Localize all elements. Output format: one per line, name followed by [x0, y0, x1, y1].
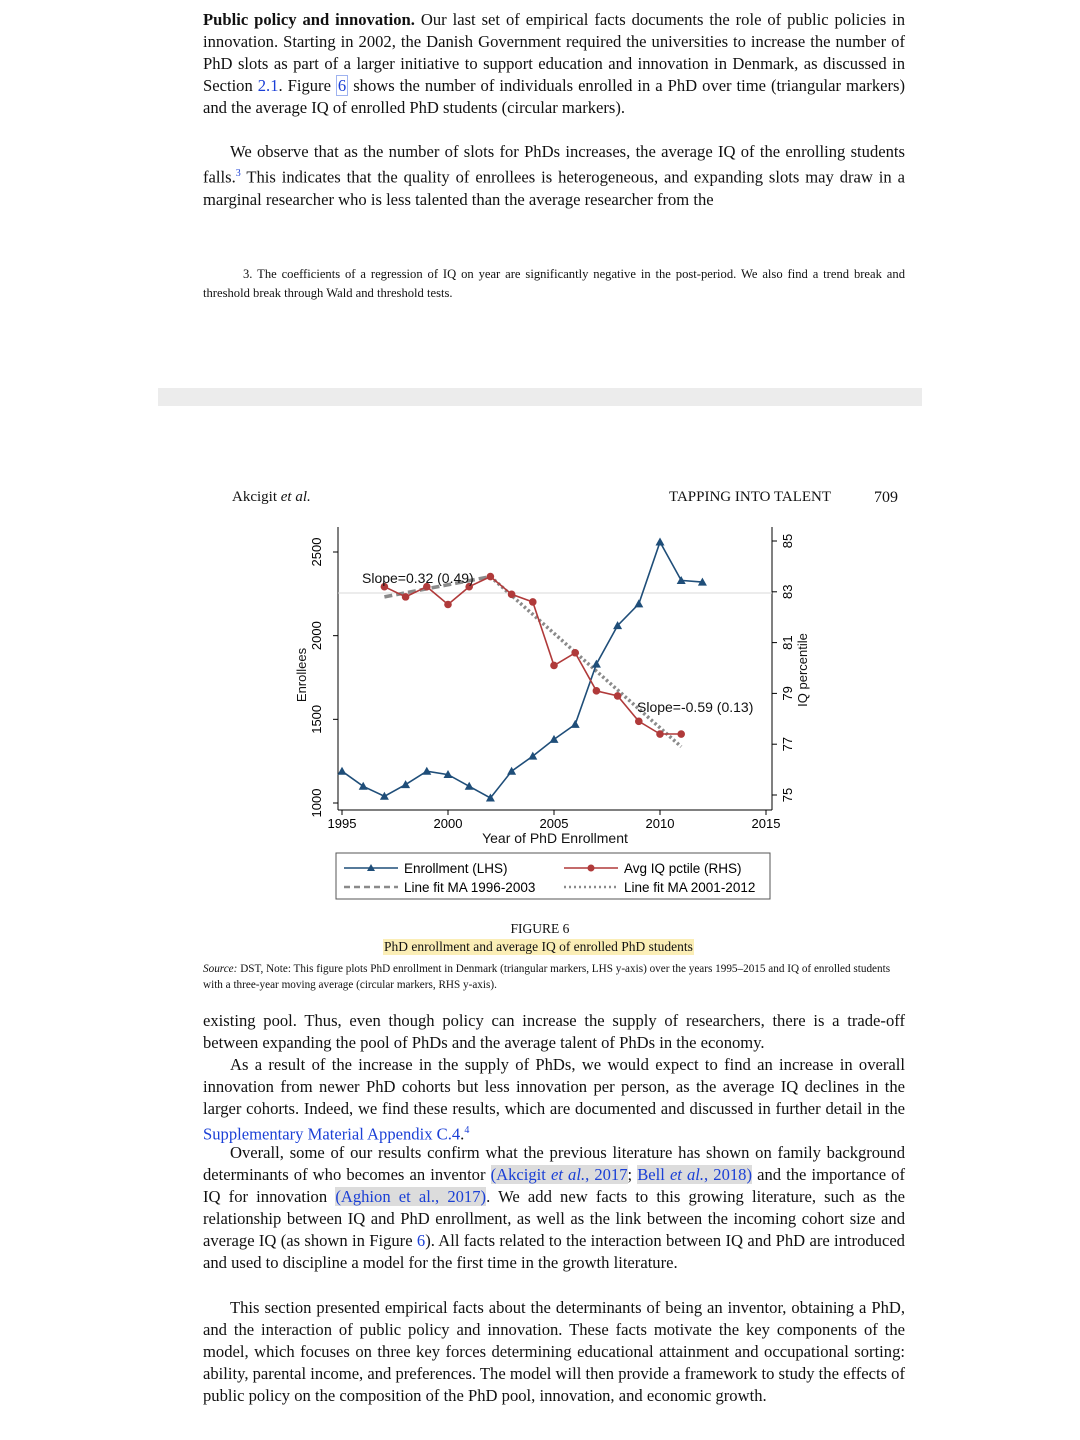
paragraph-text: existing pool. Thus, even though policy can increase the supply of researchers, there is a trade-off between expanding the pool of PhDs and the average talent of PhDs in the economy. [203, 1011, 905, 1052]
paragraph-summary [203, 1297, 905, 1407]
iq-point [402, 593, 410, 601]
legend-enrollment-label: Enrollment (LHS) [404, 861, 508, 876]
x-axis-title: Year of PhD Enrollment [482, 830, 628, 846]
iq-point [487, 573, 495, 581]
footnote-text: The coefficients of a regression of IQ on year are significantly negative in the post-period. We also find a trend break and threshold break through Wald and threshold tests. [203, 267, 905, 300]
x-tick-label: 2010 [645, 816, 675, 831]
left-y-tick-label: 2500 [309, 537, 324, 567]
fit-line-3 [490, 577, 681, 747]
iq-point [508, 591, 516, 599]
paragraph-text: We observe that as the number of slots for PhDs increases, the average IQ of the enrolling students falls. [203, 142, 905, 187]
iq-point [550, 662, 558, 670]
paragraph-heading: Public policy and innovation. [203, 10, 415, 29]
right-y-tick-label: 83 [780, 584, 795, 600]
iq-point [677, 730, 685, 738]
x-tick-label: 2005 [539, 816, 569, 831]
enrollment-point [359, 782, 368, 790]
left-y-tick-label: 1500 [309, 704, 324, 734]
citation-separator: ; [627, 1165, 638, 1184]
figure-label: FIGURE 6 [510, 921, 570, 936]
appendix-link[interactable]: Supplementary Material Appendix C.4 [203, 1124, 461, 1144]
paragraph-text: This section presented empirical facts about the determinants of being an inventor, obtaining a PhD, and the interaction of public policy and innovation. These facts motivate the key components of the model, which focuses on three key forces determining educational attainment and occupational sorting: ability, parental income, and preferences. The model will then provide a framework to study the effects of public policy on the composition of the PhD pool, innovation, and economic growth. [203, 1298, 905, 1405]
enrollment-point [550, 735, 559, 743]
paragraph-text: This indicates that the quality of enrollees is heterogeneous, and expanding slots may draw in a marginal researcher who is less talented than the average researcher from the [203, 167, 905, 209]
enrollment-point [634, 599, 643, 607]
enrollment-point [401, 780, 410, 788]
enrollment-point [571, 720, 580, 728]
iq-point [656, 730, 664, 738]
paragraph-overall [203, 1142, 905, 1274]
x-tick-label: 2000 [433, 816, 463, 831]
enrollment-point [338, 767, 347, 775]
enrollment-point [422, 767, 431, 775]
author-name: Akcigit [232, 489, 277, 505]
left-axis-title: Enrollees [294, 647, 309, 703]
iq-point [571, 649, 579, 657]
iq-point [635, 718, 643, 726]
right-y-tick-label: 85 [780, 533, 795, 549]
right-y-tick-label: 79 [780, 686, 795, 701]
paragraph-supply [203, 1054, 905, 1146]
iq-point [593, 687, 601, 695]
enrollment-point [380, 792, 389, 800]
paragraph-text: Overall, some of our results confirm what the previous literature has shown on family background determinants of who becomes an inventor [203, 1143, 905, 1184]
right-y-tick-label: 81 [780, 635, 795, 650]
citation-akcigit-2017[interactable]: (Akcigit et al., 2017 [490, 1165, 628, 1184]
iq-point [614, 692, 622, 700]
paragraph-text: As a result of the increase in the supply of PhDs, we would expect to find an increase in overall innovation from newer PhD cohorts but less innovation per person, as the average IQ declines in the larger cohorts. Indeed, we find these results, which are documented and discussed in further detail in the [203, 1055, 905, 1118]
paragraph-text: ). All facts related to the interaction between IQ and PhD are introduced and used to discipline a model for the first time in the growth literature. [203, 1231, 905, 1272]
author-etal: et al. [280, 489, 311, 505]
source-label: Source: [203, 963, 238, 975]
figure-source-note [203, 961, 905, 993]
paragraph-text: and the importance of IQ for innovation [203, 1165, 906, 1206]
page-number: 709 [874, 489, 898, 506]
running-header-title: TAPPING INTO TALENT [669, 489, 832, 505]
legend-fit-pre-label: Line fit MA 1996-2003 [404, 880, 536, 895]
enrollment-point [592, 660, 601, 668]
footnote-ref-3[interactable]: 3 [235, 168, 241, 179]
paragraph-text: . [460, 1124, 465, 1144]
enrollment-point [465, 782, 474, 790]
chart-legend [336, 853, 770, 899]
figure-link[interactable]: 6 [337, 76, 347, 95]
footnote-number: 3. [243, 267, 253, 281]
citation-bell-2018[interactable]: Bell et al., 2018) [637, 1165, 752, 1184]
iq-point [444, 601, 452, 609]
paragraph-text: . We add new facts to this growing literature, such as the relationship between IQ and PhD enrollment, as well as the link between the incoming cohort size and average IQ (as shown in Figure [203, 1187, 906, 1250]
source-text: DST, Note: This figure plots PhD enrollment in Denmark (triangular markers, LHS y-axis) over the years 1995–2015 and IQ of enrolled students with a three-year moving average (circular markers, RHS y-axis). [203, 963, 891, 991]
enrollment-point [656, 537, 665, 545]
paragraph-text: . Figure [278, 76, 336, 95]
annotation-slope-pre: Slope=0.32 (0.49) [362, 570, 474, 586]
figure-title: PhD enrollment and average IQ of enrolled PhD students [384, 939, 693, 954]
legend-fit-post-label: Line fit MA 2001-2012 [624, 880, 756, 895]
legend-iq-label: Avg IQ pctile (RHS) [624, 861, 742, 876]
iq-point [529, 598, 537, 606]
figure-link[interactable]: 6 [416, 1231, 426, 1250]
legend-circle-marker [588, 865, 595, 872]
x-tick-label: 2015 [751, 816, 781, 831]
right-y-tick-label: 77 [780, 736, 795, 752]
section-link[interactable]: 2.1 [257, 76, 279, 95]
enrollment-point [507, 767, 516, 775]
footnote-ref-4[interactable]: 4 [464, 1125, 470, 1136]
x-tick-label: 1995 [327, 816, 357, 831]
left-y-tick-label: 2000 [309, 621, 324, 651]
left-y-tick-label: 1000 [309, 788, 324, 818]
annotation-slope-post: Slope=-0.59 (0.13) [637, 699, 754, 715]
paragraph-existing-pool [203, 1010, 905, 1054]
right-y-tick-label: 75 [780, 787, 795, 803]
citation-aghion-2017[interactable]: (Aghion et al., 2017) [335, 1187, 487, 1206]
paragraph-text: Our last set of empirical facts documents the role of public policies in innovation. Starting in 2002, the Danish Government required the universities to increase the number of PhD slots as part of a larger initiative to support education and innovation in Denmark, as discussed in Section [203, 10, 906, 95]
paragraph-text: shows the number of individuals enrolled in a PhD over time (triangular markers) and the average IQ of enrolled PhD students (circular markers). [203, 76, 905, 117]
right-axis-title: IQ percentile [795, 633, 810, 707]
